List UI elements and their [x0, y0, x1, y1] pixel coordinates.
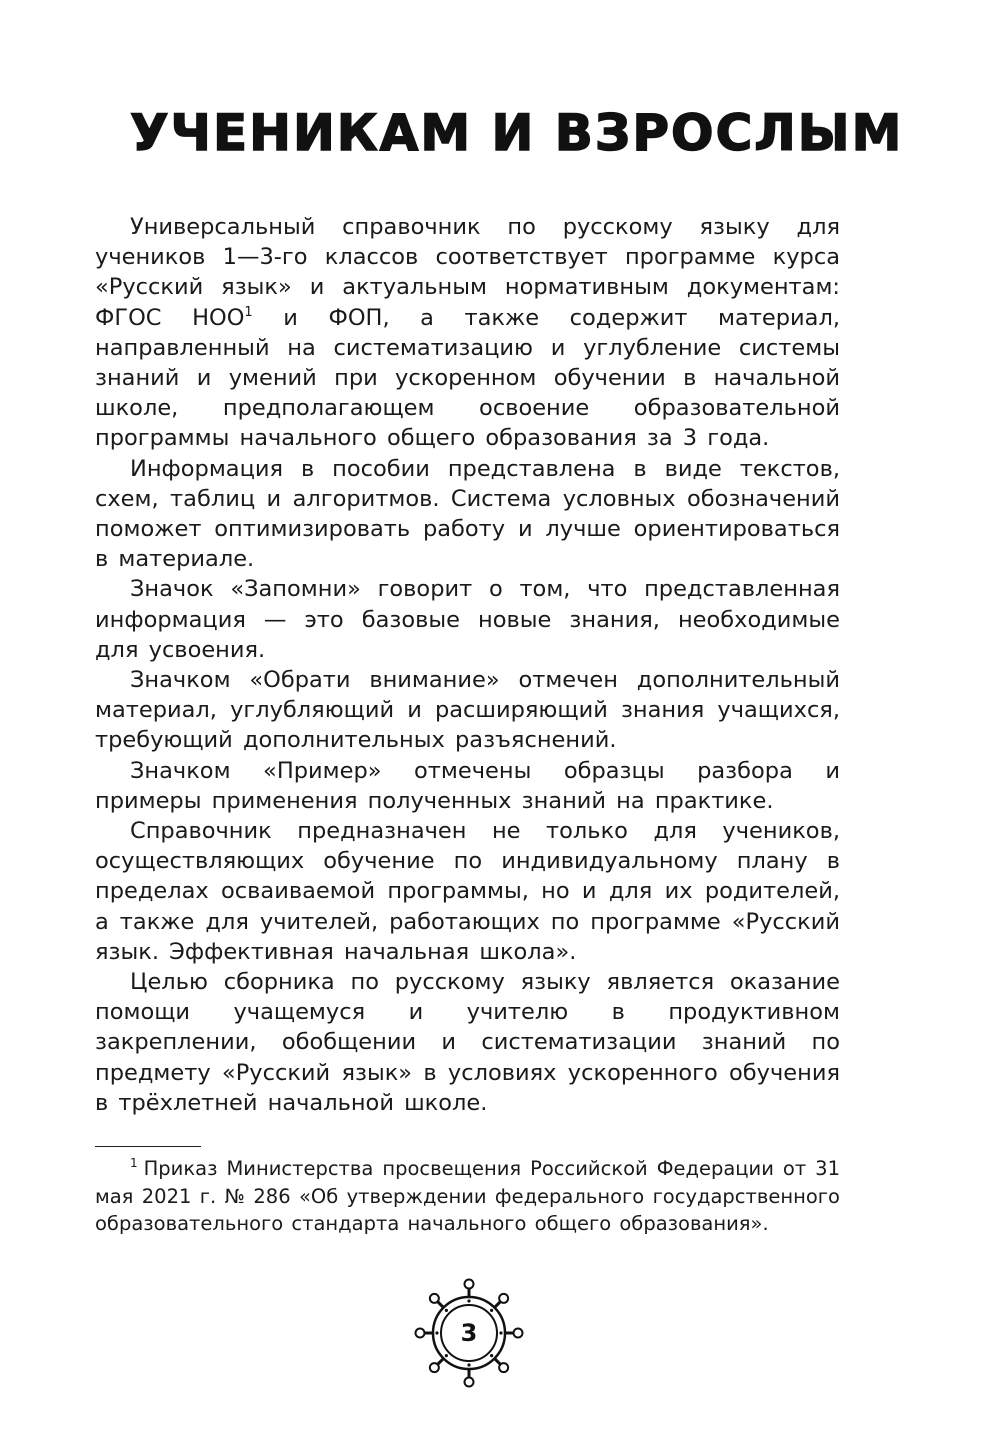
footnote-reference: 1: [244, 304, 253, 320]
footnote-marker: 1: [130, 1156, 138, 1170]
footnote-divider: [95, 1146, 201, 1147]
paragraph: Информация в пособии представлена в виде текстов, схем, таблиц и алгоритмов. Система условных обозначений поможет оптимизировать работу и лучше ориентироваться в материале.: [95, 455, 840, 573]
paragraph: Значок «Запомни» говорит о том, что представленная информация — это базовые новые знания, необходимые для усвоения.: [95, 576, 840, 663]
paragraph: Целью сборника по русскому языку является оказание помощи учащемуся и учителю в продуктивном закреплении, обобщении и систематизации знаний по предмету «Русский язык» в условиях ускоренного обучения в трёхлетней начальной школе.: [95, 969, 840, 1116]
footnote: [95, 1155, 840, 1238]
paragraph-text-continued: и ФОП, а также содержит материал, направленный на систематизацию и углубление системы знаний и умений при ускоренном обучении в начальной школе, предполагающем освоение образовательной программы начального общего образования за 3 года.: [95, 304, 840, 452]
paragraph: Справочник предназначен не только для учеников, осуществляющих обучение по индивидуальному плану в пределах осваиваемой программы, но и для их родителей, а также для учителей, работающих по программе «Русский язык. Эффективная начальная школа».: [95, 818, 840, 965]
page-title: УЧЕНИКАМ И ВЗРОСЛЫМ: [130, 104, 904, 162]
paragraph-text: Универсальный справочник по русскому языку для учеников 1—3-го классов соответствует программе курса «Русский язык» и актуальным нормативным документам: ФГОС НОО: [95, 214, 840, 331]
footnote-text: Приказ Министерства просвещения Российской Федерации от 31 мая 2021 г. № 286 «Об утверждении федерального государственного образовательного стандарта начального общего образования».: [95, 1157, 840, 1235]
page-number: 3: [460, 1319, 478, 1347]
paragraph: [95, 212, 840, 454]
paragraph: Значком «Пример» отмечены образцы разбора и примеры применения полученных знаний на практике.: [95, 757, 840, 814]
paragraph: Значком «Обрати внимание» отмечен дополнительный материал, углубляющий и расширяющий знания учащихся, требующий дополнительных разъяснений.: [95, 667, 840, 754]
body-text: [95, 212, 840, 1118]
page-number-badge: [414, 1278, 524, 1388]
